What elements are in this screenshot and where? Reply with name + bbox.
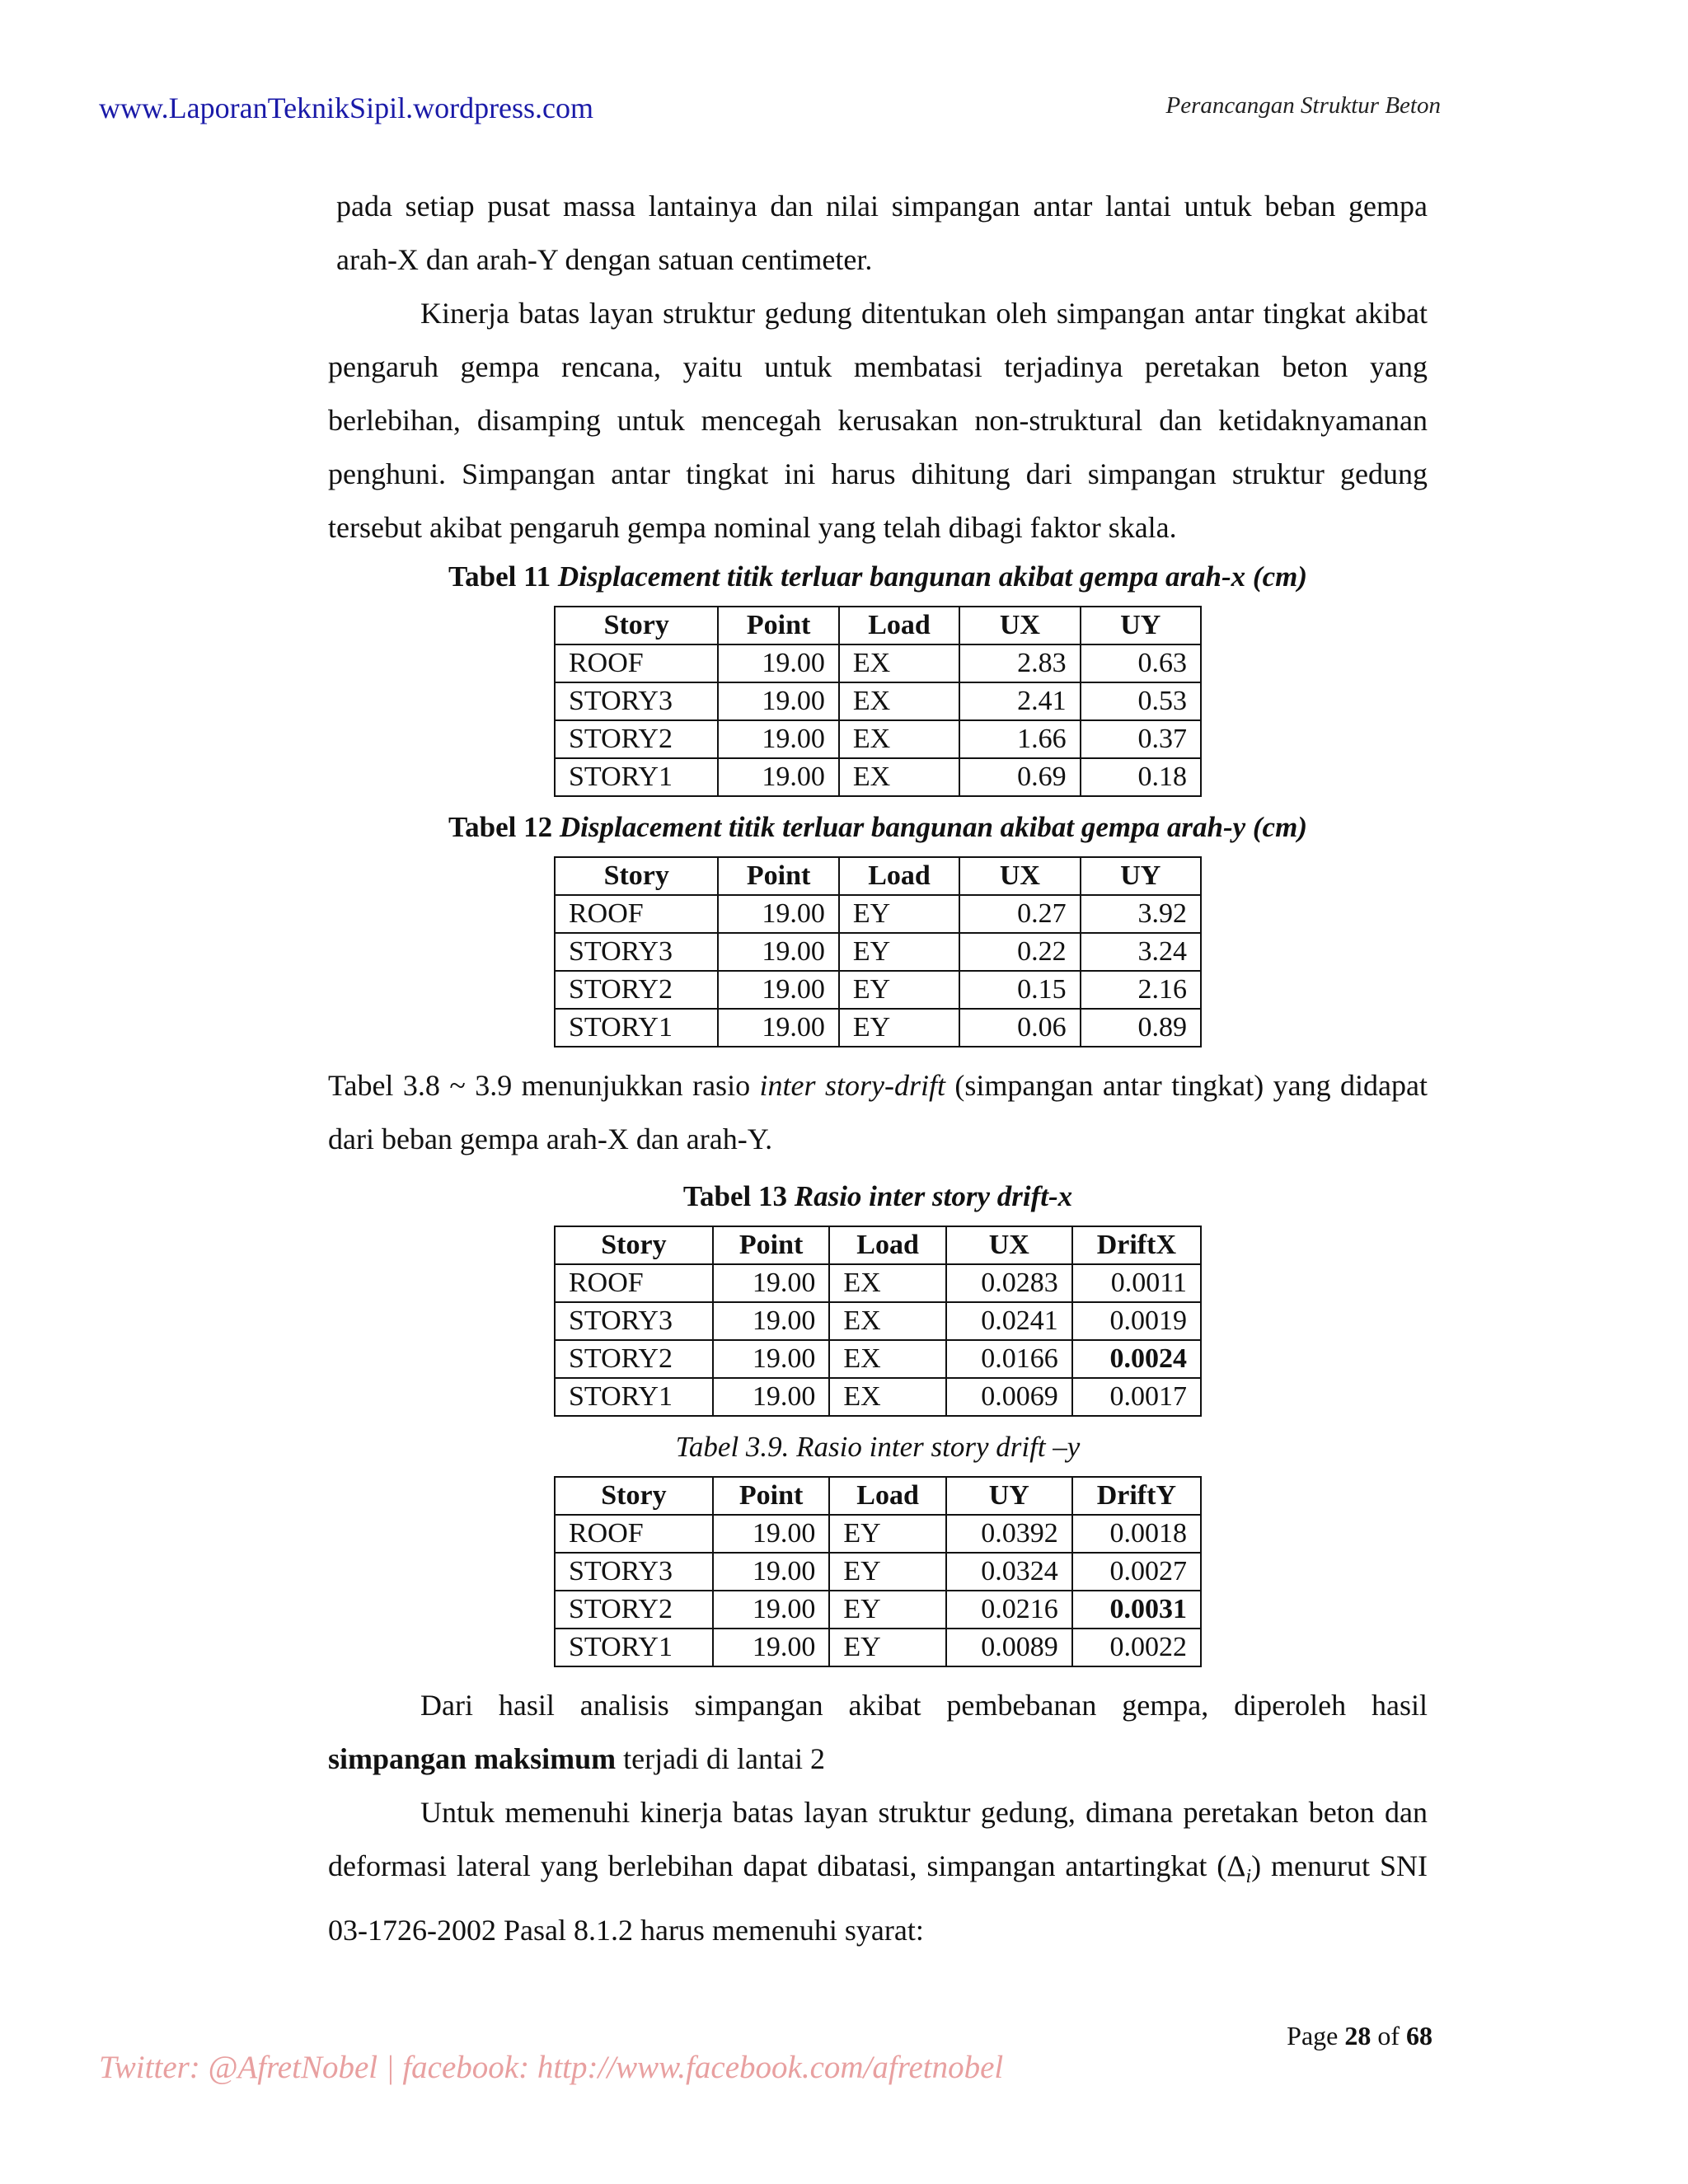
cell-story: STORY3 [555,682,718,720]
cell-point: 19.00 [718,758,838,796]
cell-load: EY [839,895,959,933]
table-row [555,1591,1201,1629]
cell-point: 19.00 [718,933,838,971]
cell-value: 0.63 [1081,644,1201,682]
table-header-row [555,857,1201,895]
cell-load: EX [829,1340,946,1378]
cell-value: 2.41 [959,682,1080,720]
table-row [555,1264,1201,1302]
cell-story: STORY3 [555,1302,713,1340]
cell-value: 0.0018 [1072,1515,1201,1553]
paragraph-drift-intro-em: inter story-drift [759,1069,945,1102]
page-current: 28 [1344,2021,1372,2050]
cell-value: 0.22 [959,933,1080,971]
cell-point: 19.00 [718,1009,838,1047]
paragraph-requirement-sub: i [1245,1866,1252,1888]
cell-load: EX [839,720,959,758]
paragraph-result-a: Dari hasil analisis simpangan akibat pembebanan gempa, diperoleh hasil [420,1689,1428,1722]
paragraph-result-bold: simpangan maksimum [328,1742,617,1775]
table-row [555,1302,1201,1340]
header-cell: UX [959,857,1080,895]
cell-value: 0.37 [1081,720,1201,758]
cell-story: ROOF [555,1264,713,1302]
header-cell: Point [718,607,838,644]
footer-social-links[interactable]: Twitter: @AfretNobel | facebook: http://www.facebook.com/afretnobel [99,2050,1004,2085]
table-3-9-caption [328,1428,1428,1466]
header-cell: UY [1081,857,1201,895]
table-11-caption [328,558,1428,596]
header-document-title: Perancangan Struktur Beton [1165,92,1441,119]
cell-load: EY [829,1591,946,1629]
cell-story: STORY3 [555,1553,713,1591]
cell-value: 3.92 [1081,895,1201,933]
header-cell: UY [946,1477,1072,1515]
cell-point: 19.00 [713,1378,830,1416]
cell-story: STORY3 [555,933,718,971]
cell-value-max: 0.0024 [1072,1340,1201,1378]
cell-point: 19.00 [713,1553,830,1591]
cell-point: 19.00 [713,1264,830,1302]
table-row [555,682,1201,720]
cell-point: 19.00 [713,1515,830,1553]
cell-value: 0.06 [959,1009,1080,1047]
table-row [555,1553,1201,1591]
header-cell: UX [959,607,1080,644]
paragraph-result [328,1679,1428,1786]
header-cell: UY [1081,607,1201,644]
cell-story: ROOF [555,644,718,682]
page-label: Page [1287,2021,1339,2050]
cell-value: 0.53 [1081,682,1201,720]
header-cell: Story [555,1477,713,1515]
header-cell: Story [555,607,718,644]
cell-story: STORY2 [555,720,718,758]
table-row [555,758,1201,796]
paragraph-requirement-a: Untuk memenuhi kinerja batas layan struktur gedung, dimana peretakan beton dan deformasi lateral yang berlebihan dapat dibatasi, simpangan antartingkat (Δ [328,1796,1428,1882]
header-cell: Story [555,857,718,895]
table-13 [554,1226,1202,1417]
table-12 [554,856,1202,1047]
cell-value: 2.16 [1081,971,1201,1009]
cell-load: EY [829,1553,946,1591]
cell-value: 0.0022 [1072,1629,1201,1666]
cell-point: 19.00 [718,971,838,1009]
cell-load: EY [839,971,959,1009]
cell-value: 0.69 [959,758,1080,796]
header-cell: UX [946,1226,1072,1264]
paragraph-requirement-b: ) menurut SNI 03-1726-2002 Pasal 8.1.2 harus memenuhi syarat: [328,1849,1428,1947]
cell-load: EX [839,644,959,682]
table-row [555,720,1201,758]
cell-point: 19.00 [718,644,838,682]
table-row [555,895,1201,933]
header-cell: DriftX [1072,1226,1201,1264]
cell-value: 2.83 [959,644,1080,682]
page-number [1287,2021,1432,2051]
paragraph-drift-intro-b: (simpangan antar tingkat) yang didapat dari beban gempa arah-X dan arah-Y. [328,1069,1428,1155]
page-body [328,180,1428,1957]
cell-value-max: 0.0031 [1072,1591,1201,1629]
cell-value: 3.24 [1081,933,1201,971]
cell-value: 0.0392 [946,1515,1072,1553]
table-12-number: Tabel 12 [448,811,553,843]
cell-load: EX [829,1264,946,1302]
header-cell: Load [839,607,959,644]
table-row [555,971,1201,1009]
header-cell: Story [555,1226,713,1264]
header-cell: Load [839,857,959,895]
header-website-link[interactable]: www.LaporanTeknikSipil.wordpress.com [99,91,594,124]
header-cell: Point [713,1226,830,1264]
cell-value: 0.0027 [1072,1553,1201,1591]
cell-load: EY [829,1629,946,1666]
cell-value: 0.0089 [946,1629,1072,1666]
cell-value: 0.89 [1081,1009,1201,1047]
paragraph-kinerja: Kinerja batas layan struktur gedung ditentukan oleh simpangan antar tingkat akibat pengaruh gempa rencana, yaitu untuk membatasi terjadinya peretakan beton yang berlebihan, disamping untuk mencegah kerusakan non-struktural dan ketidaknyamanan penghuni. Simpangan antar tingkat ini harus dihitung dari simpangan struktur gedung tersebut akibat pengaruh gempa nominal yang telah dibagi faktor skala. [328,297,1428,544]
cell-value: 0.0069 [946,1378,1072,1416]
table-row [555,1340,1201,1378]
cell-load: EY [839,1009,959,1047]
header-cell: Point [713,1477,830,1515]
page-of-label: of [1377,2021,1400,2050]
table-12-caption [328,808,1428,846]
table-row [555,644,1201,682]
paragraph-drift-intro-a: Tabel 3.8 ~ 3.9 menunjukkan rasio [328,1069,760,1102]
table-12-title: Displacement titik terluar bangunan akibat gempa arah-y (cm) [559,811,1307,843]
cell-value: 0.0241 [946,1302,1072,1340]
cell-load: EY [839,933,959,971]
cell-point: 19.00 [713,1302,830,1340]
cell-value: 0.0017 [1072,1378,1201,1416]
cell-point: 19.00 [713,1591,830,1629]
cell-value: 0.15 [959,971,1080,1009]
cell-value: 0.27 [959,895,1080,933]
header-cell: Load [829,1477,946,1515]
header-cell: Point [718,857,838,895]
cell-load: EX [839,682,959,720]
table-3-9-title: Tabel 3.9. Rasio inter story drift –y [675,1431,1081,1463]
header-cell: DriftY [1072,1477,1201,1515]
table-11-number: Tabel 11 [448,560,551,593]
cell-point: 19.00 [718,682,838,720]
table-11 [554,606,1202,797]
cell-story: ROOF [555,895,718,933]
table-11-title: Displacement titik terluar bangunan akibat gempa arah-x (cm) [557,560,1307,593]
table-row [555,1515,1201,1553]
paragraph-intro: pada setiap pusat massa lantainya dan nilai simpangan antar lantai untuk beban gempa arah-X dan arah-Y dengan satuan centimeter. [336,190,1428,276]
cell-story: STORY2 [555,1340,713,1378]
cell-load: EX [839,758,959,796]
cell-point: 19.00 [718,720,838,758]
cell-point: 19.00 [718,895,838,933]
table-13-number: Tabel 13 [682,1180,787,1212]
cell-story: STORY1 [555,1378,713,1416]
table-header-row [555,607,1201,644]
cell-value: 1.66 [959,720,1080,758]
cell-point: 19.00 [713,1340,830,1378]
table-header-row [555,1226,1201,1264]
header-cell: Load [829,1226,946,1264]
page-total: 68 [1406,2021,1432,2050]
cell-load: EX [829,1302,946,1340]
cell-value: 0.0216 [946,1591,1072,1629]
table-13-title: Rasio inter story drift-x [794,1180,1073,1212]
cell-value: 0.0166 [946,1340,1072,1378]
table-3-9 [554,1476,1202,1667]
cell-story: STORY2 [555,971,718,1009]
paragraph-drift-intro [328,1059,1428,1166]
table-row [555,1009,1201,1047]
cell-story: STORY1 [555,1009,718,1047]
cell-story: STORY2 [555,1591,713,1629]
table-13-caption [328,1178,1428,1216]
cell-story: STORY1 [555,1629,713,1666]
table-row [555,933,1201,971]
cell-value: 0.0283 [946,1264,1072,1302]
cell-load: EX [829,1378,946,1416]
cell-value: 0.18 [1081,758,1201,796]
paragraph-requirement [328,1786,1428,1957]
table-header-row [555,1477,1201,1515]
cell-value: 0.0324 [946,1553,1072,1591]
cell-value: 0.0011 [1072,1264,1201,1302]
table-row [555,1378,1201,1416]
cell-story: ROOF [555,1515,713,1553]
cell-story: STORY1 [555,758,718,796]
cell-value: 0.0019 [1072,1302,1201,1340]
cell-load: EY [829,1515,946,1553]
cell-point: 19.00 [713,1629,830,1666]
table-row [555,1629,1201,1666]
paragraph-result-b: terjadi di lantai 2 [616,1742,826,1775]
